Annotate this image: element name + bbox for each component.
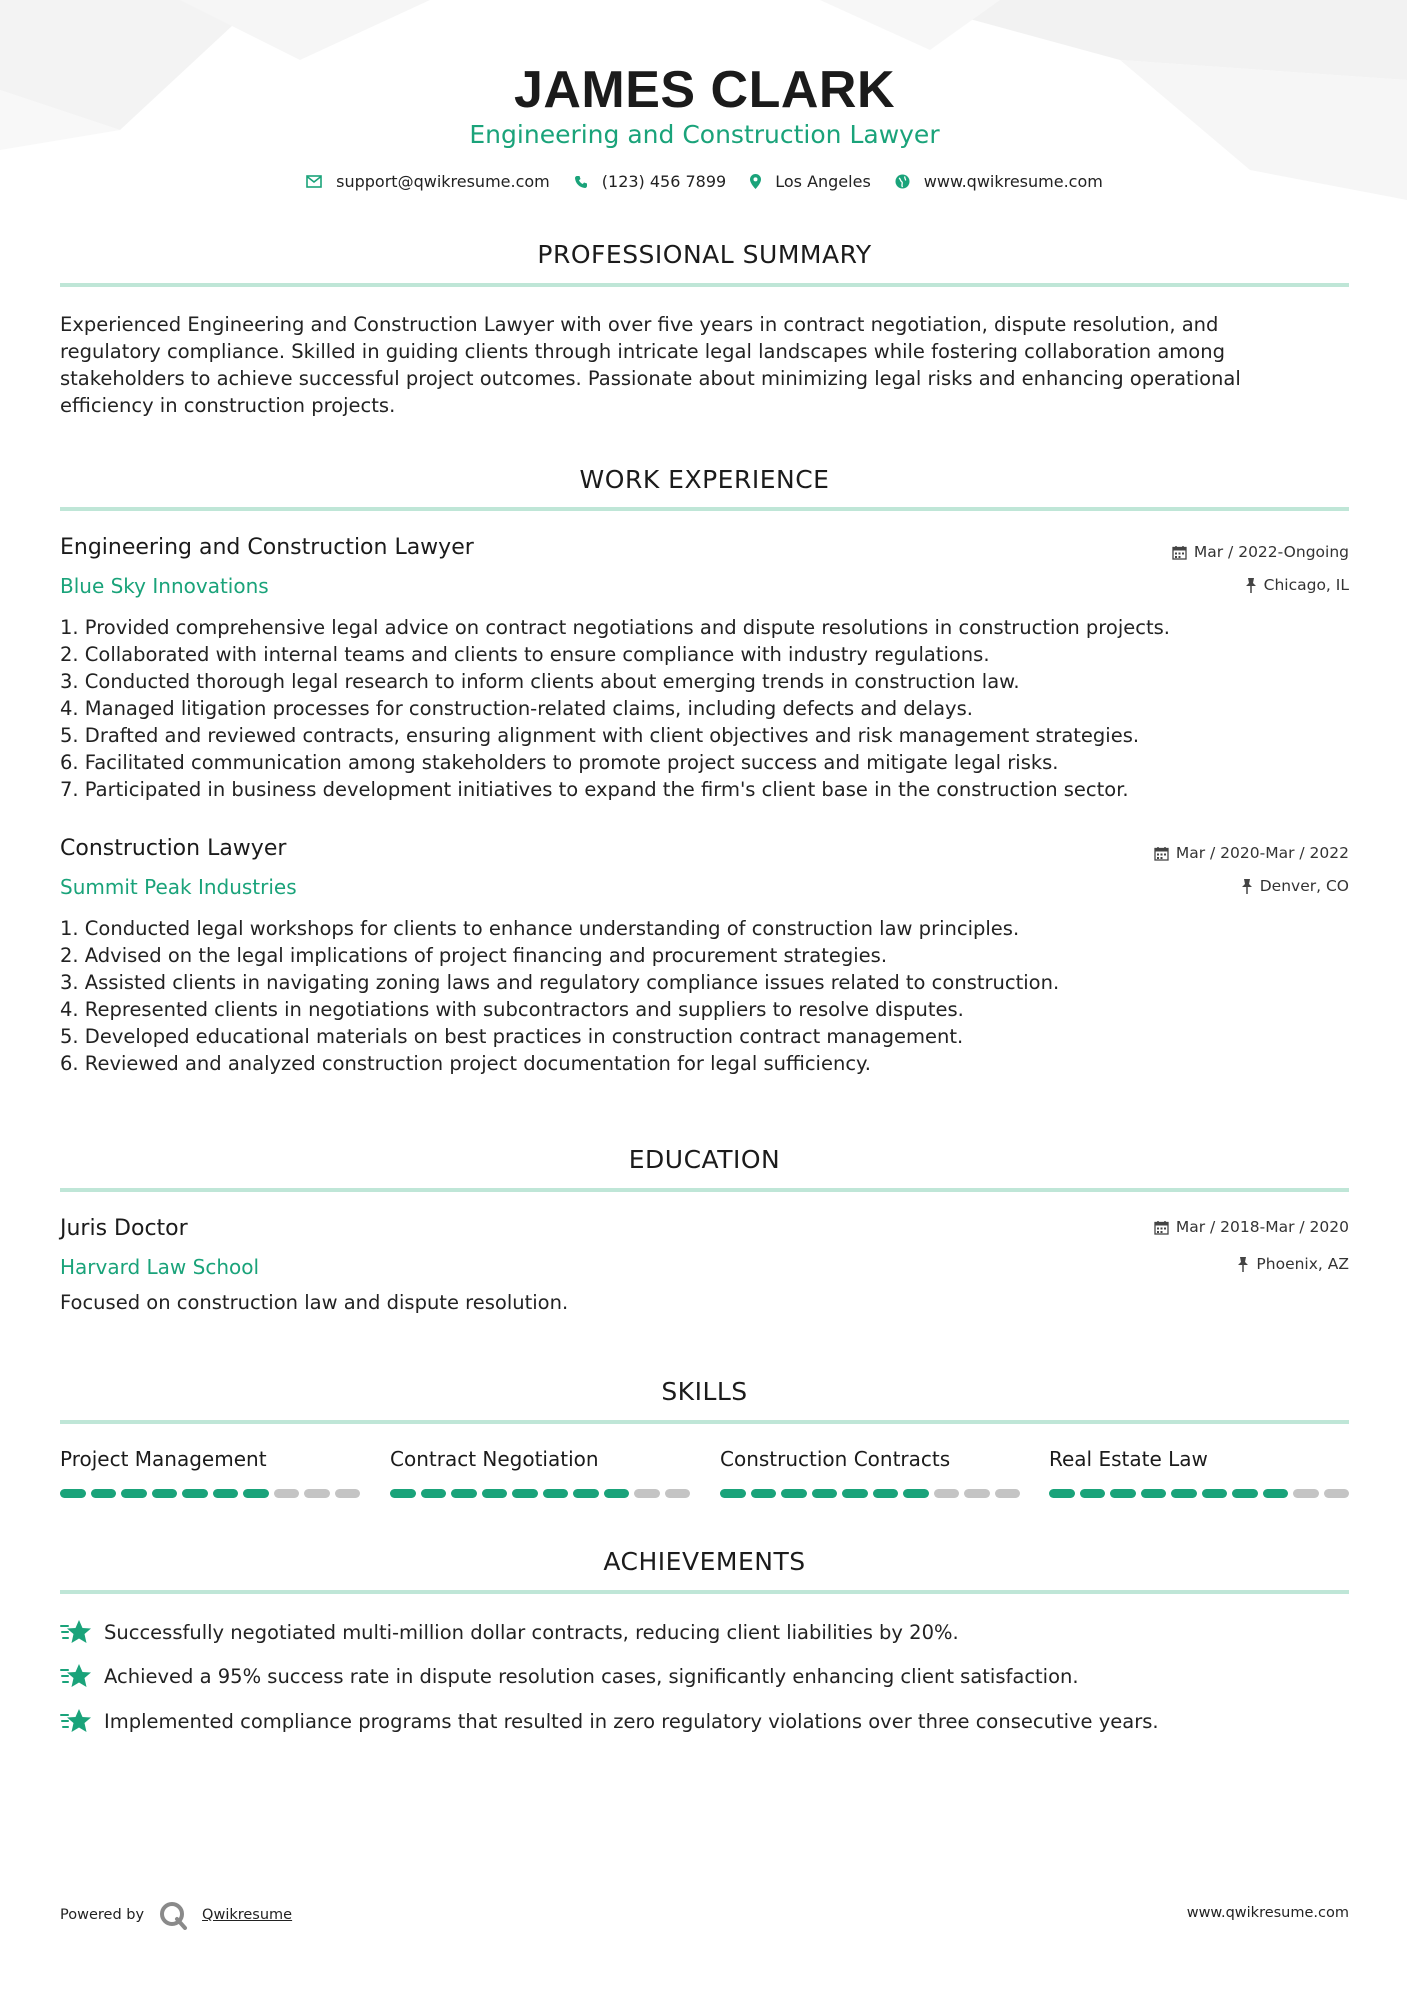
achievements-divider <box>60 1590 1349 1594</box>
experience-divider <box>60 507 1349 511</box>
skill-segment-filled <box>152 1489 178 1498</box>
calendar-icon <box>1154 846 1169 861</box>
powered-by-label: Powered by <box>60 1907 145 1923</box>
skill-segment-empty <box>304 1489 330 1498</box>
summary-line: Experienced Engineering and Construction Lawyer with over five years in contract negotiation, dispute resolution, and <box>60 313 1219 336</box>
phone-text: (123) 456 7899 <box>601 172 727 191</box>
summary-heading: PROFESSIONAL SUMMARY <box>537 240 872 269</box>
qwikresume-link[interactable]: Qwikresume <box>202 1907 293 1923</box>
skill-segment-filled <box>842 1489 868 1498</box>
duty-item: 1. Provided comprehensive legal advice on contract negotiations and dispute resolutions in construction projects. <box>60 616 1170 639</box>
skill-segment-filled <box>482 1489 508 1498</box>
skill-name: Project Management <box>60 1447 267 1471</box>
education-dates-text: Mar / 2018-Mar / 2020 <box>1175 1218 1349 1236</box>
skills-heading: SKILLS <box>661 1377 748 1406</box>
star-icon <box>60 1707 92 1735</box>
job-title: Construction Lawyer <box>60 836 287 861</box>
skill-segment-filled <box>213 1489 239 1498</box>
achievement-item <box>60 1618 959 1646</box>
skill-segment-filled <box>421 1489 447 1498</box>
skill-segment-filled <box>1263 1489 1289 1498</box>
map-pin-icon <box>750 174 761 189</box>
skill-segment-filled <box>91 1489 117 1498</box>
achievement-item <box>60 1707 1159 1735</box>
skill-segment-empty <box>934 1489 960 1498</box>
skill-level-bar <box>60 1489 360 1498</box>
duty-item: 7. Participated in business development initiatives to expand the firm's client base in the construction sector. <box>60 778 1129 801</box>
job-location <box>1245 576 1349 594</box>
skill-segment-filled <box>573 1489 599 1498</box>
skill-segment-filled <box>182 1489 208 1498</box>
skills-divider <box>60 1420 1349 1424</box>
skill-item <box>720 1447 1020 1498</box>
contact-email[interactable] <box>306 172 550 191</box>
achievement-item <box>60 1662 1079 1690</box>
skill-level-bar <box>390 1489 690 1498</box>
skill-segment-empty <box>1293 1489 1319 1498</box>
achievement-text: Achieved a 95% success rate in dispute resolution cases, significantly enhancing client satisfaction. <box>104 1664 1079 1688</box>
education-location <box>1237 1255 1349 1273</box>
candidate-title: Engineering and Construction Lawyer <box>469 120 940 149</box>
skill-segment-filled <box>1171 1489 1197 1498</box>
duty-item: 1. Conducted legal workshops for clients to enhance understanding of construction law principles. <box>60 917 1020 940</box>
duty-item: 3. Conducted thorough legal research to inform clients about emerging trends in construction law. <box>60 670 1020 693</box>
skill-segment-filled <box>512 1489 538 1498</box>
achievements-heading: ACHIEVEMENTS <box>603 1547 806 1576</box>
skill-level-bar <box>1049 1489 1349 1498</box>
skill-segment-empty <box>665 1489 691 1498</box>
summary-line: efficiency in construction projects. <box>60 394 396 417</box>
duty-item: 6. Reviewed and analyzed construction project documentation for legal sufficiency. <box>60 1052 872 1075</box>
email-text: support@qwikresume.com <box>336 172 550 191</box>
duty-item: 5. Developed educational materials on best practices in construction contract management. <box>60 1025 964 1048</box>
star-icon <box>60 1618 92 1646</box>
skill-segment-filled <box>1141 1489 1167 1498</box>
skill-segment-filled <box>781 1489 807 1498</box>
qwikresume-logo-icon[interactable] <box>158 1900 188 1930</box>
star-icon <box>60 1662 92 1690</box>
summary-divider <box>60 283 1349 287</box>
skill-segment-filled <box>873 1489 899 1498</box>
calendar-icon <box>1154 1220 1169 1235</box>
skill-item <box>60 1447 360 1498</box>
education-dates <box>1154 1218 1349 1236</box>
skill-segment-filled <box>60 1489 86 1498</box>
job-location-text: Denver, CO <box>1259 877 1349 895</box>
skill-segment-filled <box>903 1489 929 1498</box>
calendar-icon <box>1172 545 1187 560</box>
footer-powered-by <box>60 1900 292 1930</box>
skill-segment-empty <box>335 1489 361 1498</box>
skill-segment-filled <box>751 1489 777 1498</box>
location-text: Los Angeles <box>775 172 871 191</box>
education-heading: EDUCATION <box>628 1145 781 1174</box>
skill-item <box>390 1447 690 1498</box>
skill-segment-filled <box>1110 1489 1136 1498</box>
job-dates <box>1154 844 1349 862</box>
job-dates-text: Mar / 2022-Ongoing <box>1193 543 1349 561</box>
skill-level-bar <box>720 1489 1020 1498</box>
phone-icon <box>574 175 588 189</box>
duty-item: 3. Assisted clients in navigating zoning laws and regulatory compliance issues related to construction. <box>60 971 1060 994</box>
skill-segment-filled <box>1080 1489 1106 1498</box>
summary-text <box>60 311 1349 419</box>
skill-segment-filled <box>720 1489 746 1498</box>
globe-icon <box>895 174 910 189</box>
skill-segment-filled <box>812 1489 838 1498</box>
candidate-name: JAMES CLARK <box>513 61 896 119</box>
duty-item: 4. Managed litigation processes for construction-related claims, including defects and delays. <box>60 697 973 720</box>
job-location <box>1241 877 1349 895</box>
pushpin-icon <box>1241 879 1253 894</box>
contact-location <box>750 172 871 191</box>
skill-name: Contract Negotiation <box>390 1447 599 1471</box>
contact-bar <box>60 172 1349 191</box>
skill-segment-empty <box>1324 1489 1350 1498</box>
skill-name: Construction Contracts <box>720 1447 951 1471</box>
skill-segment-empty <box>634 1489 660 1498</box>
envelope-icon <box>306 175 322 188</box>
job-duties <box>60 915 1349 1077</box>
skill-segment-filled <box>121 1489 147 1498</box>
duty-item: 2. Advised on the legal implications of project financing and procurement strategies. <box>60 944 888 967</box>
duty-item: 6. Facilitated communication among stakeholders to promote project success and mitigate legal risks. <box>60 751 1059 774</box>
pushpin-icon <box>1237 1257 1249 1272</box>
footer-website-link[interactable]: www.qwikresume.com <box>1186 1905 1349 1921</box>
skill-item <box>1049 1447 1349 1498</box>
job-company: Blue Sky Innovations <box>60 574 269 598</box>
education-description: Focused on construction law and dispute resolution. <box>60 1291 569 1314</box>
education-divider <box>60 1188 1349 1192</box>
skill-segment-filled <box>1049 1489 1075 1498</box>
experience-heading: WORK EXPERIENCE <box>579 465 830 494</box>
skill-segment-filled <box>1202 1489 1228 1498</box>
job-dates <box>1172 543 1349 561</box>
skill-segment-filled <box>543 1489 569 1498</box>
duty-item: 2. Collaborated with internal teams and clients to ensure compliance with industry regulations. <box>60 643 990 666</box>
skill-segment-filled <box>451 1489 477 1498</box>
job-company: Summit Peak Industries <box>60 875 297 899</box>
skill-segment-empty <box>274 1489 300 1498</box>
skill-segment-filled <box>243 1489 269 1498</box>
contact-website[interactable] <box>895 172 1103 191</box>
school-name: Harvard Law School <box>60 1255 260 1279</box>
skill-segment-filled <box>1232 1489 1258 1498</box>
website-text: www.qwikresume.com <box>923 172 1103 191</box>
duty-item: 4. Represented clients in negotiations with subcontractors and suppliers to resolve disputes. <box>60 998 964 1021</box>
skill-segment-empty <box>995 1489 1021 1498</box>
job-location-text: Chicago, IL <box>1263 576 1349 594</box>
education-location-text: Phoenix, AZ <box>1256 1255 1349 1273</box>
degree-title: Juris Doctor <box>60 1216 188 1241</box>
summary-line: stakeholders to achieve successful project outcomes. Passionate about minimizing legal risks and enhancing operational <box>60 367 1241 390</box>
skill-name: Real Estate Law <box>1049 1447 1208 1471</box>
job-title: Engineering and Construction Lawyer <box>60 535 474 560</box>
skill-segment-filled <box>604 1489 630 1498</box>
contact-phone[interactable] <box>574 172 726 191</box>
achievement-text: Implemented compliance programs that resulted in zero regulatory violations over three consecutive years. <box>104 1709 1159 1733</box>
summary-line: regulatory compliance. Skilled in guiding clients through intricate legal landscapes while fostering collaboration among <box>60 340 1225 363</box>
job-duties <box>60 614 1349 803</box>
skill-segment-filled <box>390 1489 416 1498</box>
job-dates-text: Mar / 2020-Mar / 2022 <box>1175 844 1349 862</box>
skill-segment-empty <box>964 1489 990 1498</box>
pushpin-icon <box>1245 578 1257 593</box>
achievement-text: Successfully negotiated multi-million dollar contracts, reducing client liabilities by 20%. <box>104 1620 959 1644</box>
duty-item: 5. Drafted and reviewed contracts, ensuring alignment with client objectives and risk management strategies. <box>60 724 1140 747</box>
